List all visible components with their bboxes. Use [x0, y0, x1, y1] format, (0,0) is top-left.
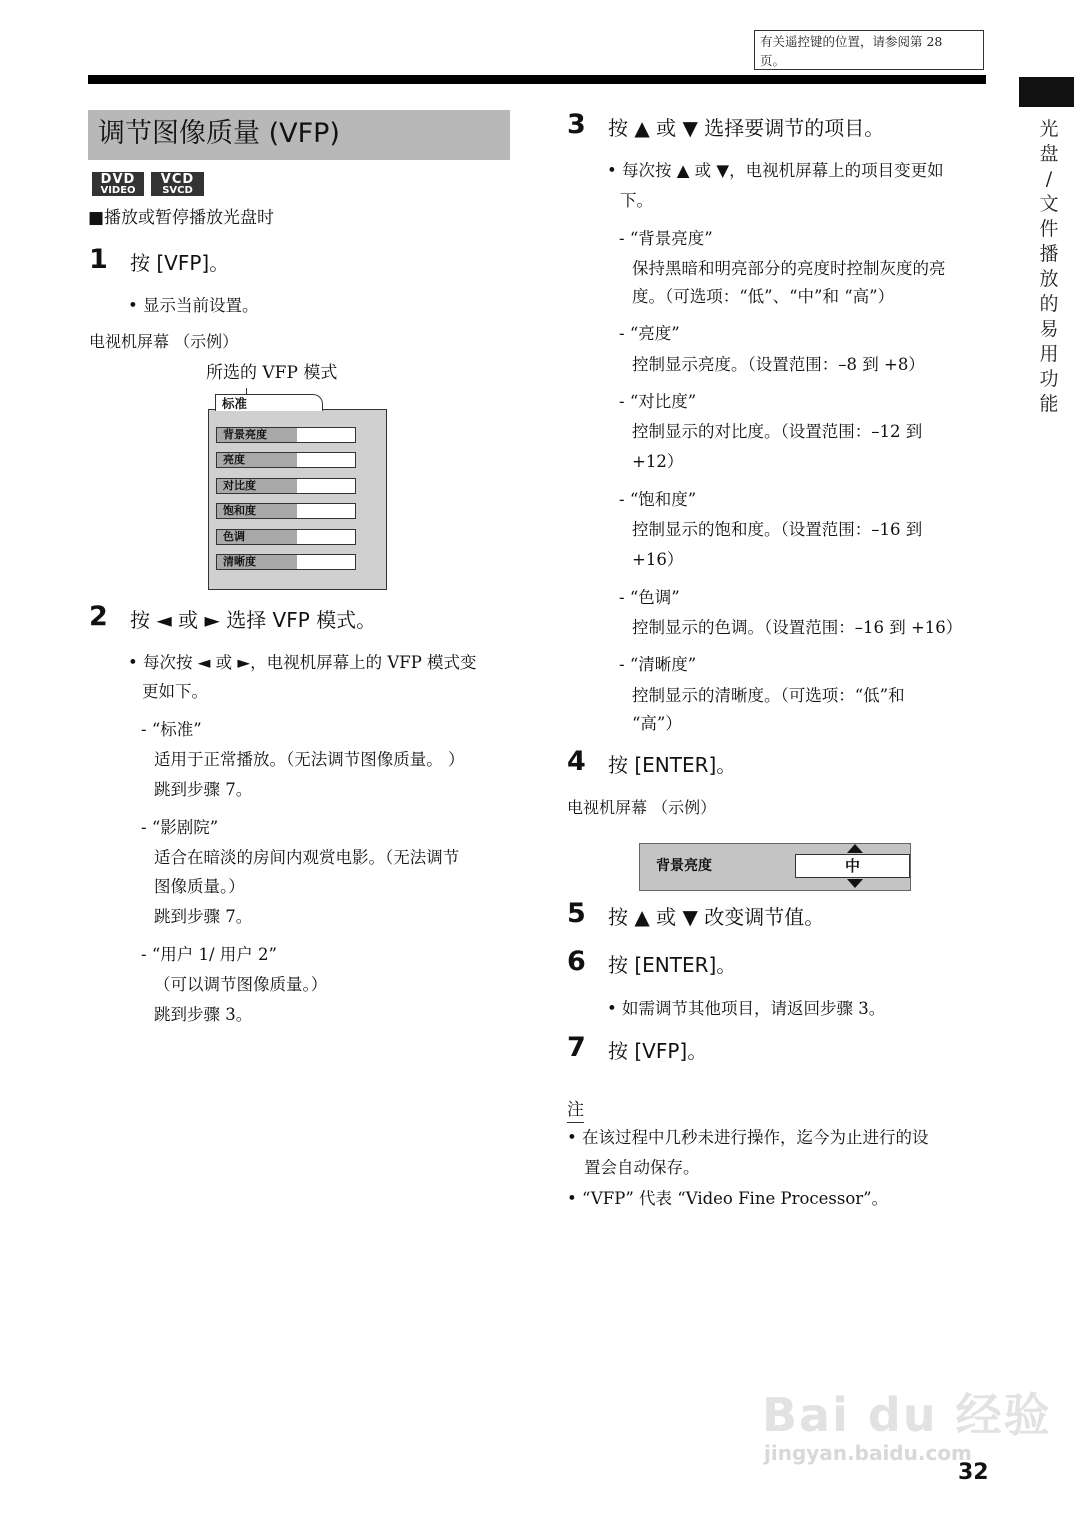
side-char: 功 [1039, 368, 1059, 390]
menu-row-label: 亮度 [217, 453, 297, 467]
item-bg-brightness-desc-1: 保持黑暗和明亮部分的亮度时控制灰度的亮 [632, 259, 946, 278]
menu-row-label: 对比度 [217, 479, 297, 493]
menu-row [216, 452, 356, 468]
menu-row-label: 饱和度 [217, 504, 297, 518]
step-5-number: 5 [567, 898, 586, 929]
menu-row [216, 427, 356, 443]
item-sharpness-name: - “清晰度” [619, 655, 697, 674]
step-6-bullet: • 如需调节其他项目，请返回步骤 3。 [607, 999, 886, 1018]
menu-row [216, 529, 356, 545]
item-saturation-name: - “饱和度” [619, 490, 697, 509]
side-char: 用 [1039, 343, 1059, 365]
up-arrow-icon [847, 844, 863, 853]
step-1-bullet: • 显示当前设置。 [128, 296, 259, 315]
step-2-bullet-line1: • 每次按 ◄ 或 ►，电视机屏幕上的 VFP 模式变 [128, 653, 477, 672]
menu-row-label: 清晰度 [217, 555, 297, 569]
step-7-number: 7 [567, 1032, 586, 1063]
step-4-text: 按 [ENTER]。 [608, 753, 737, 777]
side-char: 盘 [1039, 143, 1059, 165]
side-char: 播 [1039, 243, 1059, 265]
menu-row-label: 色调 [217, 530, 297, 544]
step-2-bullet-line2: 更如下。 [142, 682, 208, 701]
step-7-text: 按 [VFP]。 [608, 1039, 708, 1063]
note-1-line1: • 在该过程中几秒未进行操作，迄今为止进行的设 [567, 1128, 929, 1147]
side-char: 的 [1039, 293, 1059, 315]
item-hue-desc: 控制显示的色调。（设置范围：–16 到 +16） [632, 618, 963, 637]
item-contrast-desc-1: 控制显示的对比度。（设置范围：–12 到 [632, 422, 923, 441]
mode-standard-desc: 适用于正常播放。（无法调节图像质量。 ） [154, 750, 465, 769]
item-contrast-name: - “对比度” [619, 392, 697, 411]
item-hue-name: - “色调” [619, 588, 680, 607]
note-heading: 注 [567, 1098, 584, 1123]
badge-top: VCD [160, 172, 195, 187]
item-sharpness-desc-2: “高”） [632, 714, 682, 733]
step-1-number: 1 [89, 244, 108, 275]
vfp-mode-callout: 所选的 VFP 模式 [206, 363, 338, 383]
step-2-number: 2 [89, 601, 108, 632]
step-3-bullet-line1: • 每次按 ▲ 或 ▼，电视机屏幕上的项目变更如 [607, 161, 944, 180]
menu-row-label: 背景亮度 [217, 428, 297, 442]
item-saturation-desc-1: 控制显示的饱和度。（设置范围：–16 到 [632, 520, 923, 539]
note-1-line2: 置会自动保存。 [584, 1158, 700, 1177]
usage-condition: ■播放或暂停播放光盘时 [88, 208, 275, 228]
item-brightness-name: - “亮度” [619, 324, 680, 343]
step-1-text: 按 [VFP]。 [130, 251, 230, 275]
section-title: 调节图像质量 (VFP) [98, 118, 340, 149]
menu-row [216, 478, 356, 494]
tv-screen-label: 电视机屏幕 （示例） [89, 332, 239, 351]
baidu-watermark: Bai du 经验 [762, 1388, 1052, 1442]
item-sharpness-desc-1: 控制显示的清晰度。（可选项：“低”和 [632, 686, 905, 705]
item-bg-brightness-name: - “背景亮度” [619, 229, 713, 248]
item-bg-brightness-desc-2: 度。（可选项：“低”、“中”和 “高”） [632, 287, 895, 306]
side-char: 光 [1039, 118, 1059, 140]
adjust-value-field: 中 [795, 854, 910, 878]
vcd-svcd-badge [151, 172, 204, 196]
side-char: 易 [1039, 318, 1059, 340]
badge-top: DVD [100, 172, 136, 187]
side-char: 放 [1039, 268, 1059, 290]
step-5-text: 按 ▲ 或 ▼ 改变调节值。 [608, 905, 825, 929]
ref-note-line1: 有关遥控键的位置，请参阅第 28 [760, 34, 943, 49]
side-char: 能 [1039, 393, 1059, 415]
mode-user-desc: （可以调节图像质量。） [154, 975, 328, 994]
page-reference-note [754, 30, 984, 70]
badge-bottom: SVCD [162, 185, 193, 196]
side-char: 文 [1039, 193, 1059, 215]
item-saturation-desc-2: +16） [632, 550, 684, 569]
side-char: 件 [1039, 218, 1059, 240]
mode-cinema-name: - “影剧院” [141, 818, 219, 837]
step-4-number: 4 [567, 746, 586, 777]
mode-user-name: - “用户 1/ 用户 2” [141, 945, 277, 964]
header-rule [88, 75, 986, 84]
baidu-watermark-url: jingyan.baidu.com [764, 1441, 972, 1465]
item-brightness-desc: 控制显示亮度。（设置范围：–8 到 +8） [632, 355, 925, 374]
mode-standard-jump: 跳到步骤 7。 [154, 780, 253, 799]
side-tab-marker [1019, 77, 1074, 107]
mode-cinema-jump: 跳到步骤 7。 [154, 907, 253, 926]
step-2-text: 按 ◄ 或 ► 选择 VFP 模式。 [130, 608, 377, 632]
ref-note-line2: 页。 [760, 53, 786, 68]
menu-row [216, 503, 356, 519]
note-2: • “VFP” 代表 “Video Fine Processor”。 [567, 1189, 889, 1208]
step-3-text: 按 ▲ 或 ▼ 选择要调节的项目。 [608, 116, 885, 140]
page-number: 32 [958, 1460, 989, 1485]
side-char: / [1045, 168, 1053, 190]
item-contrast-desc-2: +12） [632, 452, 684, 471]
down-arrow-icon [847, 879, 863, 888]
step-6-text: 按 [ENTER]。 [608, 953, 737, 977]
vfp-mode-tab-label: 标准 [222, 396, 248, 411]
mode-user-jump: 跳到步骤 3。 [154, 1005, 253, 1024]
badge-bottom: VIDEO [100, 185, 136, 196]
adjust-item-label: 背景亮度 [656, 858, 712, 874]
mode-cinema-desc-2: 图像质量。） [154, 877, 245, 896]
dvd-video-badge [92, 172, 144, 196]
tv-screen-label-2: 电视机屏幕 （示例） [567, 798, 717, 817]
step-3-bullet-line2: 下。 [620, 191, 653, 210]
menu-row [216, 554, 356, 570]
step-3-number: 3 [567, 109, 586, 140]
mode-standard-name: - “标准” [141, 720, 202, 739]
step-6-number: 6 [567, 946, 586, 977]
mode-cinema-desc-1: 适合在暗淡的房间内观赏电影。（无法调节 [154, 848, 460, 867]
side-chapter-title [1036, 117, 1062, 417]
